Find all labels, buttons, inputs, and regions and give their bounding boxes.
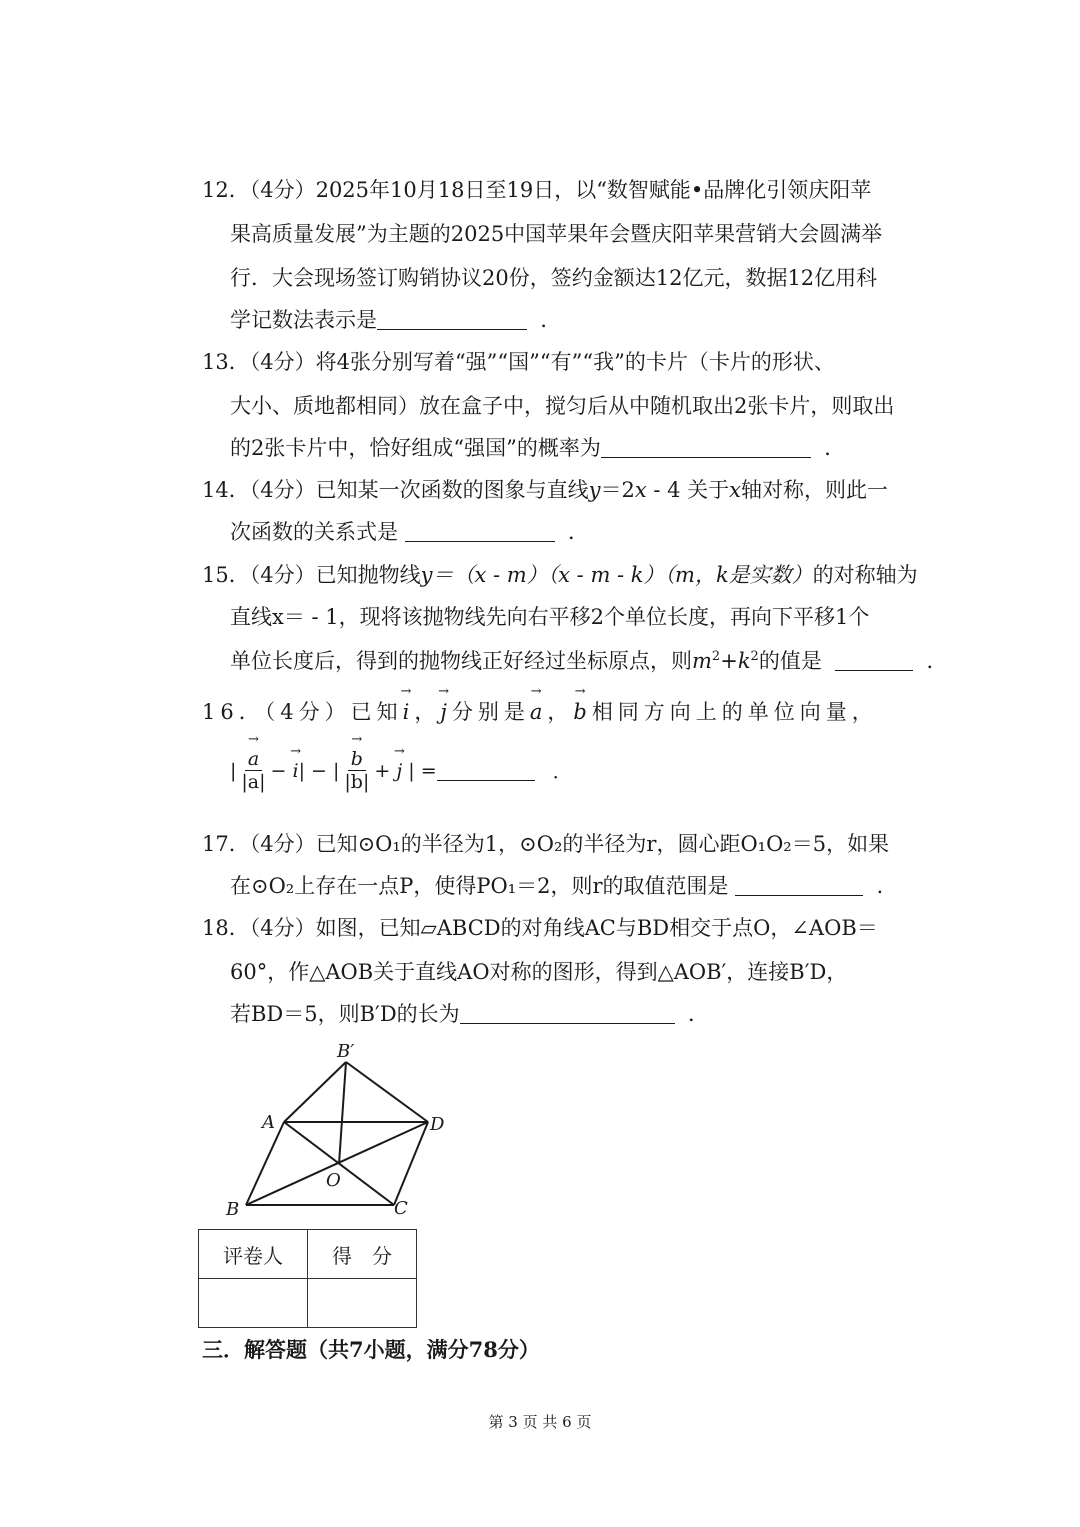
score-cell[interactable] bbox=[308, 1279, 417, 1328]
segment-bprime-o bbox=[339, 1062, 346, 1164]
frac-a-den: |a| bbox=[241, 771, 266, 793]
q16-mid: 分别是 bbox=[451, 700, 530, 724]
vector-b: → b bbox=[573, 700, 591, 724]
grader-input-row bbox=[199, 1279, 417, 1328]
q14-y: y bbox=[588, 478, 601, 502]
fraction-b bbox=[341, 748, 372, 793]
q16-formula bbox=[230, 748, 572, 793]
side-ba bbox=[246, 1122, 284, 1205]
q15-k: k bbox=[737, 649, 751, 673]
label-b-prime: B′ bbox=[337, 1041, 355, 1062]
q15-suffix: 的对称轴为 bbox=[812, 563, 918, 587]
label-b: B bbox=[226, 1199, 240, 1220]
q16-period: ． bbox=[552, 761, 572, 783]
q12-period: ． bbox=[540, 308, 562, 332]
q15-equation: y＝（x ‑ m）（x ‑ m ‑ k）（m，k是实数） bbox=[420, 563, 813, 587]
q16-comma2: ， bbox=[547, 700, 574, 724]
fraction-a bbox=[238, 748, 268, 793]
q16-comma: ， bbox=[414, 700, 441, 724]
vector-j: → j bbox=[440, 700, 452, 724]
q15-line3 bbox=[230, 645, 948, 675]
q13-text: 的2张卡片中，恰好组成“强国”的概率为 bbox=[230, 436, 601, 460]
frac-b-den: |b| bbox=[344, 771, 370, 793]
q15-sup-m: 2 bbox=[711, 649, 721, 664]
diagonal-bd bbox=[246, 1122, 428, 1205]
grader-cell[interactable] bbox=[199, 1279, 308, 1328]
segment-a-bprime bbox=[284, 1062, 346, 1122]
q18-period: ． bbox=[688, 1002, 710, 1026]
abs-bar-left: | bbox=[230, 759, 237, 782]
q15-prefix: 15．（4分）已知抛物线 bbox=[202, 563, 421, 587]
answer-blank-13[interactable] bbox=[601, 437, 811, 458]
q14-text: 次函数的关系式是 bbox=[230, 520, 398, 544]
q12-line1: 12．（4分）2025年10月18日至19日，以“数智赋能•品牌化引领庆阳苹 bbox=[202, 178, 872, 202]
parallelogram-figure bbox=[215, 1035, 460, 1225]
section-heading: 三．解答题（共7小题，满分78分） bbox=[202, 1337, 540, 1362]
q16-prefix: 16．（4分）已知 bbox=[202, 700, 403, 724]
abs-separator: | − | bbox=[298, 759, 340, 782]
q17-line2 bbox=[230, 870, 898, 900]
q15-line2: 直线x＝ ‑ 1，现将该抛物线先向右平移2个单位长度，再向下平移1个 bbox=[230, 605, 870, 629]
q12-line3: 行．大会现场签订购销协议20份，签约金额达12亿元，数据12亿用科 bbox=[230, 266, 878, 290]
q14-line1 bbox=[202, 474, 888, 504]
minus-sign: − bbox=[270, 759, 287, 782]
q14-axis-x: x bbox=[729, 478, 742, 502]
q15-text: 单位长度后，得到的抛物线正好经过坐标原点，则 bbox=[230, 649, 692, 673]
frac-b-num: → b bbox=[348, 748, 366, 771]
q17-text: 在⊙O₂上存在一点P，使得PO₁＝2，则r的取值范围是 bbox=[230, 874, 729, 898]
q15-plus: + bbox=[720, 649, 738, 673]
frac-a-num: → a bbox=[245, 748, 262, 771]
q15-line1 bbox=[202, 559, 918, 589]
q14-line2 bbox=[230, 516, 589, 546]
answer-blank-16[interactable] bbox=[437, 760, 535, 781]
grader-header-row bbox=[199, 1230, 417, 1279]
q14-prefix: 14．（4分）已知某一次函数的图象与直线 bbox=[202, 478, 589, 502]
label-c: C bbox=[394, 1198, 408, 1219]
q13-line2: 大小、质地都相同）放在盒子中，搅匀后从中随机取出2张卡片，则取出 bbox=[230, 394, 895, 418]
grader-header: 评卷人 bbox=[199, 1230, 308, 1279]
q18-line3 bbox=[230, 998, 709, 1028]
vector-i: → i bbox=[403, 700, 415, 724]
q12-line2: 果高质量发展”为主题的2025中国苹果年会暨庆阳苹果营销大会圆满举 bbox=[230, 222, 883, 246]
vector-a: → a bbox=[530, 700, 548, 724]
answer-blank-18[interactable] bbox=[460, 1003, 675, 1024]
q14-eq-mid: ＝2 bbox=[600, 478, 635, 502]
score-header: 得 分 bbox=[308, 1230, 417, 1279]
formula-vector-i: → i bbox=[293, 760, 299, 782]
q13-line1: 13．（4分）将4张分别写着“强”“国”“有”“我”的卡片（卡片的形状、 bbox=[202, 350, 835, 374]
q14-suffix: 轴对称，则此一 bbox=[741, 478, 889, 502]
q18-line2: 60°，作△AOB关于直线AO对称的图形，得到△AOB′，连接B′D， bbox=[230, 960, 848, 984]
grader-table bbox=[198, 1229, 417, 1328]
formula-vector-j: → j bbox=[396, 760, 402, 782]
q15-sup-k: 2 bbox=[750, 649, 759, 664]
q18-line1: 18．（4分）如图，已知▱ABCD的对角线AC与BD相交于点O，∠AOB＝ bbox=[202, 916, 878, 940]
q13-line3 bbox=[230, 432, 845, 462]
q16-suffix: 相同方向上的单位向量， bbox=[591, 700, 878, 724]
segment-bprime-d bbox=[346, 1062, 428, 1122]
abs-equals: | = bbox=[408, 759, 437, 782]
answer-blank-14[interactable] bbox=[405, 521, 555, 542]
label-o: O bbox=[326, 1170, 341, 1191]
answer-blank-15[interactable] bbox=[835, 650, 913, 671]
q14-x: x bbox=[634, 478, 647, 502]
label-d: D bbox=[430, 1114, 445, 1135]
answer-blank-17[interactable] bbox=[735, 875, 863, 896]
q15-period: ． bbox=[926, 649, 948, 673]
q15-m: m bbox=[692, 649, 712, 673]
plus-sign: + bbox=[374, 759, 391, 782]
q13-period: ． bbox=[824, 436, 846, 460]
answer-blank-12[interactable] bbox=[377, 309, 527, 330]
page-footer: 第 3 页 共 6 页 bbox=[488, 1413, 592, 1431]
q12-line4 bbox=[230, 304, 561, 334]
q18-text: 若BD＝5，则B′D的长为 bbox=[230, 1002, 460, 1026]
q17-period: ． bbox=[876, 874, 898, 898]
q12-text: 学记数法表示是 bbox=[230, 308, 377, 332]
q15-tail: 的值是 bbox=[758, 649, 822, 673]
q16-line1 bbox=[202, 696, 878, 726]
q17-line1: 17．（4分）已知⊙O₁的半径为1，⊙O₂的半径为r，圆心距O₁O₂＝5，如果 bbox=[202, 832, 890, 856]
q14-period: ． bbox=[568, 520, 590, 544]
label-a: A bbox=[262, 1112, 275, 1133]
q14-eq-tail: ‑ 4 关于 bbox=[646, 478, 730, 502]
